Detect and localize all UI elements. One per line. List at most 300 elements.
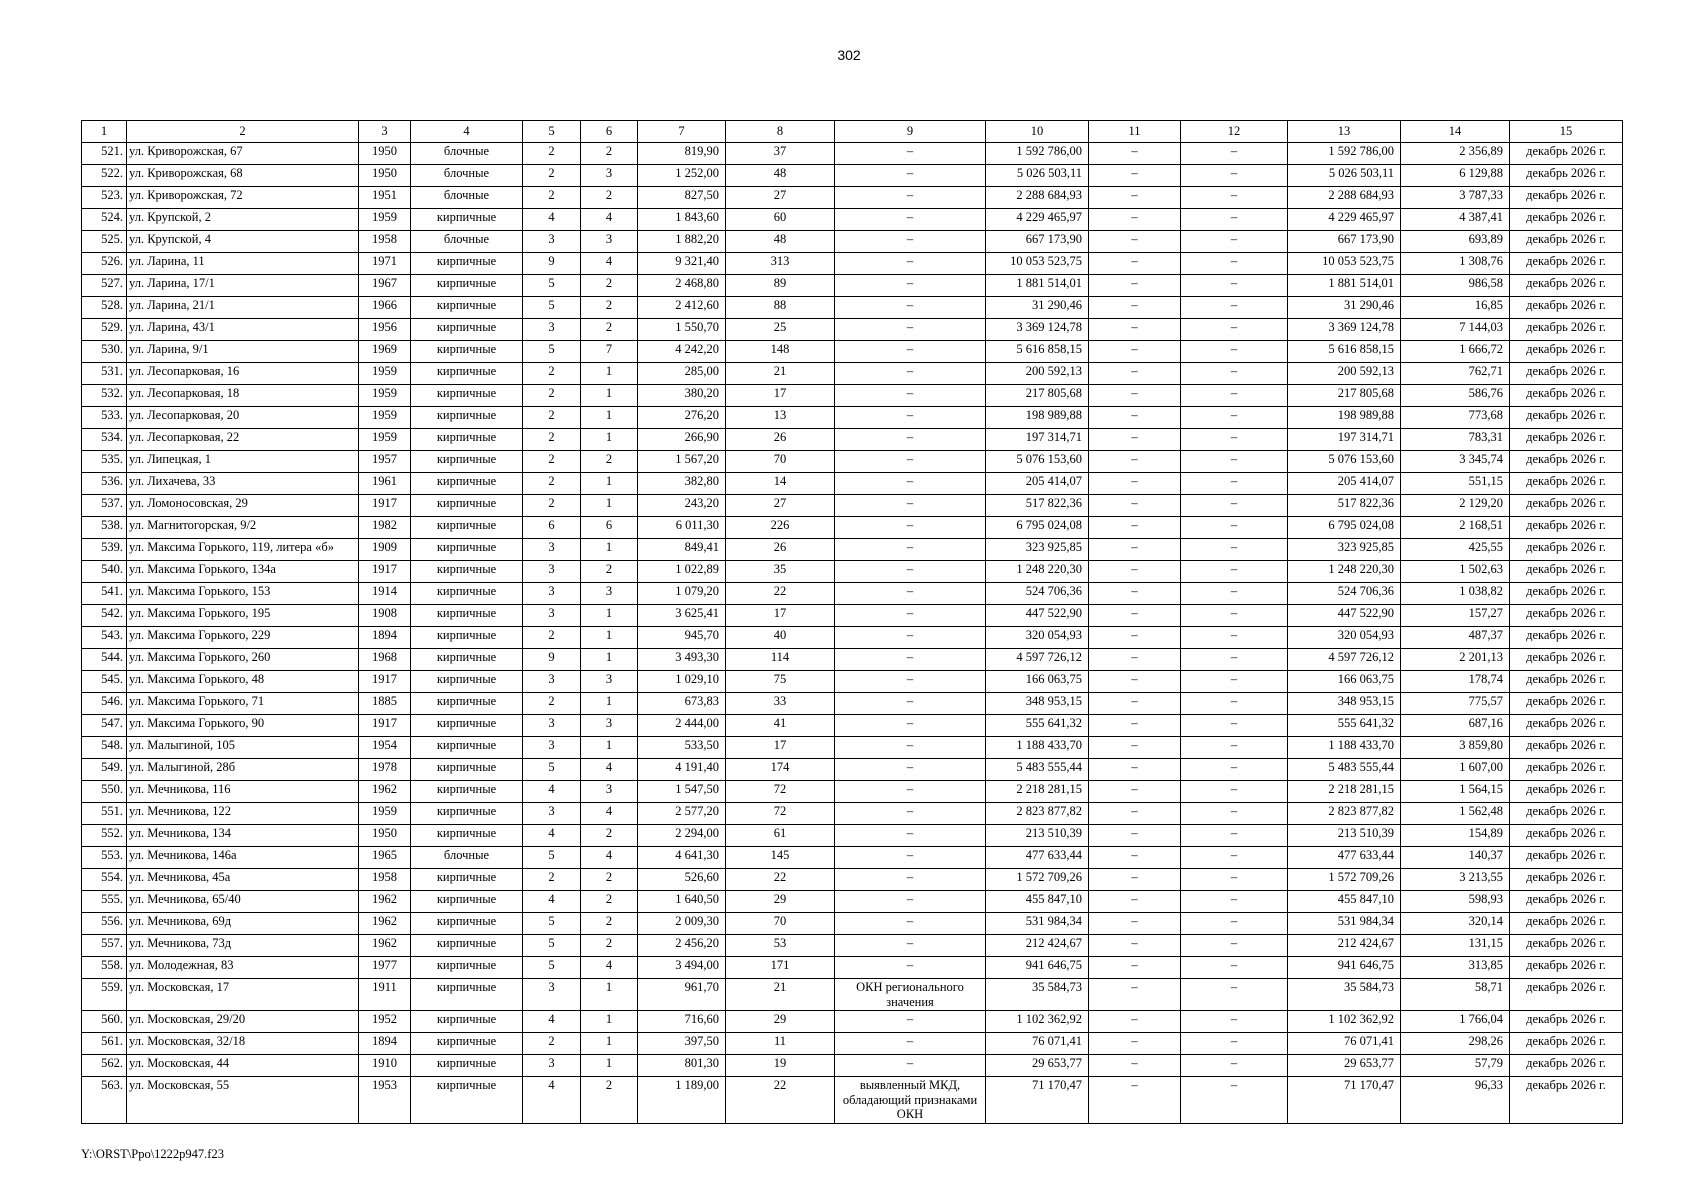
cell-wall-material: кирпичные xyxy=(411,1011,523,1033)
cell-entrances: 1 xyxy=(581,979,638,1011)
cell-build-year: 1894 xyxy=(359,1033,411,1055)
cell-build-year: 1911 xyxy=(359,979,411,1011)
cell-unit-cost: 598,93 xyxy=(1401,891,1510,913)
cell-address: ул. Лесопарковая, 16 xyxy=(127,363,359,385)
cell-heritage-status: – xyxy=(835,781,986,803)
cell-floors: 3 xyxy=(523,319,581,341)
cell-area: 4 641,30 xyxy=(638,847,726,869)
cell-col-12: – xyxy=(1181,957,1288,979)
cell-deadline: декабрь 2026 г. xyxy=(1510,539,1623,561)
column-header: 13 xyxy=(1288,121,1401,143)
cell-col-12: – xyxy=(1181,759,1288,781)
cell-total-cost: 1 572 709,26 xyxy=(1288,869,1401,891)
cell-entrances: 4 xyxy=(581,957,638,979)
cell-total-cost: 35 584,73 xyxy=(1288,979,1401,1011)
cell-cost: 6 795 024,08 xyxy=(986,517,1089,539)
cell-entrances: 1 xyxy=(581,495,638,517)
cell-cost: 200 592,13 xyxy=(986,363,1089,385)
cell-total-cost: 10 053 523,75 xyxy=(1288,253,1401,275)
cell-cost: 205 414,07 xyxy=(986,473,1089,495)
cell-entrances: 1 xyxy=(581,649,638,671)
cell-col-12: – xyxy=(1181,473,1288,495)
cell-residents: 22 xyxy=(726,1077,835,1124)
cell-deadline: декабрь 2026 г. xyxy=(1510,957,1623,979)
cell-deadline: декабрь 2026 г. xyxy=(1510,913,1623,935)
cell-col-11: – xyxy=(1089,671,1181,693)
cell-heritage-status: – xyxy=(835,847,986,869)
column-header: 12 xyxy=(1181,121,1288,143)
cell-floors: 4 xyxy=(523,209,581,231)
cell-floors: 5 xyxy=(523,759,581,781)
cell-heritage-status: – xyxy=(835,583,986,605)
cell-col-11: – xyxy=(1089,891,1181,913)
cell-col-11: – xyxy=(1089,473,1181,495)
cell-col-11: – xyxy=(1089,737,1181,759)
cell-entrances: 2 xyxy=(581,451,638,473)
cell-area: 6 011,30 xyxy=(638,517,726,539)
cell-build-year: 1909 xyxy=(359,539,411,561)
cell-address: ул. Криворожская, 72 xyxy=(127,187,359,209)
cell-heritage-status: – xyxy=(835,759,986,781)
cell-unit-cost: 1 607,00 xyxy=(1401,759,1510,781)
cell-unit-cost: 2 168,51 xyxy=(1401,517,1510,539)
cell-wall-material: кирпичные xyxy=(411,429,523,451)
cell-floors: 2 xyxy=(523,429,581,451)
cell-cost: 71 170,47 xyxy=(986,1077,1089,1124)
cell-area: 4 242,20 xyxy=(638,341,726,363)
cell-total-cost: 71 170,47 xyxy=(1288,1077,1401,1124)
column-header: 1 xyxy=(82,121,127,143)
cell-col-11: – xyxy=(1089,649,1181,671)
cell-address: ул. Ларина, 17/1 xyxy=(127,275,359,297)
cell-wall-material: кирпичные xyxy=(411,319,523,341)
cell-cost: 2 823 877,82 xyxy=(986,803,1089,825)
cell-address: ул. Ларина, 9/1 xyxy=(127,341,359,363)
cell-heritage-status: – xyxy=(835,495,986,517)
cell-cost: 4 597 726,12 xyxy=(986,649,1089,671)
cell-wall-material: кирпичные xyxy=(411,341,523,363)
cell-build-year: 1962 xyxy=(359,935,411,957)
column-header: 4 xyxy=(411,121,523,143)
cell-wall-material: кирпичные xyxy=(411,649,523,671)
table-row xyxy=(82,1055,1623,1077)
cell-floors: 2 xyxy=(523,363,581,385)
cell-area: 382,80 xyxy=(638,473,726,495)
cell-unit-cost: 157,27 xyxy=(1401,605,1510,627)
table-row xyxy=(82,209,1623,231)
cell-row-number: 547. xyxy=(82,715,127,737)
cell-col-11: – xyxy=(1089,583,1181,605)
cell-entrances: 6 xyxy=(581,517,638,539)
cell-address: ул. Малыгиной, 28б xyxy=(127,759,359,781)
cell-unit-cost: 298,26 xyxy=(1401,1033,1510,1055)
cell-address: ул. Магнитогорская, 9/2 xyxy=(127,517,359,539)
cell-total-cost: 198 989,88 xyxy=(1288,407,1401,429)
cell-address: ул. Мечникова, 65/40 xyxy=(127,891,359,913)
cell-address: ул. Московская, 44 xyxy=(127,1055,359,1077)
cell-deadline: декабрь 2026 г. xyxy=(1510,517,1623,539)
cell-deadline: декабрь 2026 г. xyxy=(1510,231,1623,253)
cell-unit-cost: 3 213,55 xyxy=(1401,869,1510,891)
cell-col-11: – xyxy=(1089,759,1181,781)
cell-deadline: декабрь 2026 г. xyxy=(1510,759,1623,781)
cell-address: ул. Молодежная, 83 xyxy=(127,957,359,979)
cell-row-number: 526. xyxy=(82,253,127,275)
cell-cost: 5 026 503,11 xyxy=(986,165,1089,187)
cell-col-12: – xyxy=(1181,517,1288,539)
column-header: 6 xyxy=(581,121,638,143)
cell-area: 1 189,00 xyxy=(638,1077,726,1124)
cell-cost: 4 229 465,97 xyxy=(986,209,1089,231)
cell-unit-cost: 586,76 xyxy=(1401,385,1510,407)
cell-unit-cost: 2 356,89 xyxy=(1401,143,1510,165)
footer-file-path: Y:\ORST\Ppo\1222p947.f23 xyxy=(81,1147,224,1161)
cell-unit-cost: 7 144,03 xyxy=(1401,319,1510,341)
cell-col-12: – xyxy=(1181,649,1288,671)
cell-wall-material: кирпичные xyxy=(411,407,523,429)
cell-floors: 4 xyxy=(523,891,581,913)
cell-residents: 37 xyxy=(726,143,835,165)
cell-floors: 2 xyxy=(523,495,581,517)
cell-heritage-status: – xyxy=(835,627,986,649)
cell-row-number: 553. xyxy=(82,847,127,869)
cell-build-year: 1959 xyxy=(359,803,411,825)
cell-area: 266,90 xyxy=(638,429,726,451)
cell-residents: 33 xyxy=(726,693,835,715)
cell-wall-material: блочные xyxy=(411,231,523,253)
cell-entrances: 2 xyxy=(581,913,638,935)
cell-row-number: 557. xyxy=(82,935,127,957)
cell-heritage-status: – xyxy=(835,297,986,319)
cell-heritage-status: – xyxy=(835,341,986,363)
cell-address: ул. Липецкая, 1 xyxy=(127,451,359,473)
cell-deadline: декабрь 2026 г. xyxy=(1510,253,1623,275)
cell-unit-cost: 551,15 xyxy=(1401,473,1510,495)
cell-cost: 213 510,39 xyxy=(986,825,1089,847)
cell-build-year: 1958 xyxy=(359,231,411,253)
cell-total-cost: 455 847,10 xyxy=(1288,891,1401,913)
cell-cost: 941 646,75 xyxy=(986,957,1089,979)
cell-deadline: декабрь 2026 г. xyxy=(1510,385,1623,407)
cell-col-12: – xyxy=(1181,913,1288,935)
cell-residents: 35 xyxy=(726,561,835,583)
table-row xyxy=(82,803,1623,825)
cell-total-cost: 555 641,32 xyxy=(1288,715,1401,737)
cell-col-11: – xyxy=(1089,165,1181,187)
cell-residents: 17 xyxy=(726,605,835,627)
cell-entrances: 1 xyxy=(581,539,638,561)
cell-area: 1 882,20 xyxy=(638,231,726,253)
cell-address: ул. Максима Горького, 71 xyxy=(127,693,359,715)
cell-unit-cost: 1 502,63 xyxy=(1401,561,1510,583)
cell-col-12: – xyxy=(1181,671,1288,693)
cell-deadline: декабрь 2026 г. xyxy=(1510,891,1623,913)
cell-residents: 40 xyxy=(726,627,835,649)
cell-deadline: декабрь 2026 г. xyxy=(1510,1011,1623,1033)
cell-residents: 26 xyxy=(726,539,835,561)
cell-build-year: 1962 xyxy=(359,781,411,803)
cell-build-year: 1910 xyxy=(359,1055,411,1077)
cell-heritage-status: – xyxy=(835,957,986,979)
register-table-wrapper xyxy=(81,120,1622,1124)
cell-build-year: 1961 xyxy=(359,473,411,495)
cell-address: ул. Лихачева, 33 xyxy=(127,473,359,495)
cell-col-12: – xyxy=(1181,187,1288,209)
cell-wall-material: кирпичные xyxy=(411,891,523,913)
cell-unit-cost: 693,89 xyxy=(1401,231,1510,253)
cell-deadline: декабрь 2026 г. xyxy=(1510,847,1623,869)
table-header xyxy=(82,121,1623,143)
cell-floors: 2 xyxy=(523,165,581,187)
cell-cost: 5 483 555,44 xyxy=(986,759,1089,781)
cell-row-number: 534. xyxy=(82,429,127,451)
table-row xyxy=(82,737,1623,759)
cell-col-12: – xyxy=(1181,275,1288,297)
cell-row-number: 556. xyxy=(82,913,127,935)
cell-heritage-status: – xyxy=(835,891,986,913)
cell-total-cost: 5 026 503,11 xyxy=(1288,165,1401,187)
cell-col-12: – xyxy=(1181,803,1288,825)
cell-entrances: 7 xyxy=(581,341,638,363)
cell-wall-material: кирпичные xyxy=(411,759,523,781)
cell-deadline: декабрь 2026 г. xyxy=(1510,143,1623,165)
cell-col-11: – xyxy=(1089,803,1181,825)
cell-build-year: 1958 xyxy=(359,869,411,891)
cell-total-cost: 6 795 024,08 xyxy=(1288,517,1401,539)
cell-area: 827,50 xyxy=(638,187,726,209)
cell-heritage-status: – xyxy=(835,539,986,561)
cell-area: 3 493,30 xyxy=(638,649,726,671)
cell-build-year: 1962 xyxy=(359,891,411,913)
cell-address: ул. Максима Горького, 229 xyxy=(127,627,359,649)
cell-cost: 455 847,10 xyxy=(986,891,1089,913)
cell-area: 2 294,00 xyxy=(638,825,726,847)
cell-wall-material: кирпичные xyxy=(411,451,523,473)
cell-floors: 9 xyxy=(523,253,581,275)
cell-residents: 21 xyxy=(726,363,835,385)
cell-row-number: 538. xyxy=(82,517,127,539)
cell-floors: 4 xyxy=(523,825,581,847)
cell-col-12: – xyxy=(1181,253,1288,275)
cell-address: ул. Максима Горького, 134а xyxy=(127,561,359,583)
table-row xyxy=(82,715,1623,737)
cell-col-12: – xyxy=(1181,935,1288,957)
cell-build-year: 1959 xyxy=(359,407,411,429)
cell-entrances: 1 xyxy=(581,1011,638,1033)
cell-wall-material: кирпичные xyxy=(411,385,523,407)
cell-col-11: – xyxy=(1089,495,1181,517)
cell-col-12: – xyxy=(1181,605,1288,627)
table-row xyxy=(82,847,1623,869)
column-header: 3 xyxy=(359,121,411,143)
table-row xyxy=(82,561,1623,583)
cell-build-year: 1953 xyxy=(359,1077,411,1124)
cell-heritage-status: – xyxy=(835,253,986,275)
cell-residents: 14 xyxy=(726,473,835,495)
cell-wall-material: кирпичные xyxy=(411,561,523,583)
cell-area: 1 567,20 xyxy=(638,451,726,473)
cell-col-11: – xyxy=(1089,627,1181,649)
cell-deadline: декабрь 2026 г. xyxy=(1510,297,1623,319)
cell-deadline: декабрь 2026 г. xyxy=(1510,363,1623,385)
cell-wall-material: кирпичные xyxy=(411,297,523,319)
cell-entrances: 2 xyxy=(581,561,638,583)
cell-wall-material: блочные xyxy=(411,143,523,165)
cell-floors: 2 xyxy=(523,473,581,495)
cell-heritage-status: – xyxy=(835,451,986,473)
cell-col-12: – xyxy=(1181,869,1288,891)
cell-deadline: декабрь 2026 г. xyxy=(1510,473,1623,495)
cell-col-11: – xyxy=(1089,913,1181,935)
table-row xyxy=(82,407,1623,429)
cell-wall-material: кирпичные xyxy=(411,517,523,539)
column-header: 11 xyxy=(1089,121,1181,143)
cell-total-cost: 212 424,67 xyxy=(1288,935,1401,957)
cell-floors: 4 xyxy=(523,1077,581,1124)
cell-build-year: 1914 xyxy=(359,583,411,605)
cell-floors: 4 xyxy=(523,1011,581,1033)
cell-col-11: – xyxy=(1089,407,1181,429)
cell-unit-cost: 1 666,72 xyxy=(1401,341,1510,363)
cell-row-number: 522. xyxy=(82,165,127,187)
cell-total-cost: 200 592,13 xyxy=(1288,363,1401,385)
cell-unit-cost: 1 308,76 xyxy=(1401,253,1510,275)
cell-build-year: 1968 xyxy=(359,649,411,671)
cell-total-cost: 2 218 281,15 xyxy=(1288,781,1401,803)
cell-residents: 22 xyxy=(726,583,835,605)
cell-col-12: – xyxy=(1181,429,1288,451)
cell-total-cost: 4 229 465,97 xyxy=(1288,209,1401,231)
cell-col-12: – xyxy=(1181,825,1288,847)
cell-row-number: 551. xyxy=(82,803,127,825)
table-row xyxy=(82,869,1623,891)
cell-deadline: декабрь 2026 г. xyxy=(1510,275,1623,297)
cell-cost: 76 071,41 xyxy=(986,1033,1089,1055)
cell-row-number: 543. xyxy=(82,627,127,649)
table-row xyxy=(82,517,1623,539)
cell-build-year: 1965 xyxy=(359,847,411,869)
cell-col-12: – xyxy=(1181,1011,1288,1033)
cell-residents: 27 xyxy=(726,495,835,517)
cell-residents: 26 xyxy=(726,429,835,451)
cell-total-cost: 1 592 786,00 xyxy=(1288,143,1401,165)
cell-heritage-status: – xyxy=(835,143,986,165)
cell-heritage-status: – xyxy=(835,649,986,671)
cell-heritage-status: – xyxy=(835,737,986,759)
cell-build-year: 1950 xyxy=(359,165,411,187)
cell-floors: 3 xyxy=(523,803,581,825)
cell-wall-material: кирпичные xyxy=(411,715,523,737)
cell-floors: 3 xyxy=(523,671,581,693)
cell-deadline: декабрь 2026 г. xyxy=(1510,451,1623,473)
cell-total-cost: 320 054,93 xyxy=(1288,627,1401,649)
cell-col-12: – xyxy=(1181,627,1288,649)
cell-deadline: декабрь 2026 г. xyxy=(1510,1077,1623,1124)
cell-row-number: 521. xyxy=(82,143,127,165)
table-body xyxy=(82,143,1623,1124)
cell-area: 801,30 xyxy=(638,1055,726,1077)
cell-build-year: 1959 xyxy=(359,363,411,385)
cell-deadline: декабрь 2026 г. xyxy=(1510,737,1623,759)
cell-col-11: – xyxy=(1089,363,1181,385)
cell-wall-material: кирпичные xyxy=(411,1033,523,1055)
cell-area: 3 625,41 xyxy=(638,605,726,627)
cell-cost: 212 424,67 xyxy=(986,935,1089,957)
column-header: 2 xyxy=(127,121,359,143)
cell-unit-cost: 154,89 xyxy=(1401,825,1510,847)
cell-deadline: декабрь 2026 г. xyxy=(1510,407,1623,429)
cell-floors: 2 xyxy=(523,693,581,715)
cell-entrances: 4 xyxy=(581,253,638,275)
cell-row-number: 555. xyxy=(82,891,127,913)
cell-total-cost: 477 633,44 xyxy=(1288,847,1401,869)
cell-total-cost: 348 953,15 xyxy=(1288,693,1401,715)
cell-deadline: декабрь 2026 г. xyxy=(1510,583,1623,605)
cell-build-year: 1959 xyxy=(359,385,411,407)
cell-cost: 2 288 684,93 xyxy=(986,187,1089,209)
cell-build-year: 1917 xyxy=(359,715,411,737)
cell-deadline: декабрь 2026 г. xyxy=(1510,869,1623,891)
cell-deadline: декабрь 2026 г. xyxy=(1510,605,1623,627)
cell-col-12: – xyxy=(1181,319,1288,341)
cell-address: ул. Мечникова, 73д xyxy=(127,935,359,957)
cell-col-11: – xyxy=(1089,143,1181,165)
cell-unit-cost: 3 345,74 xyxy=(1401,451,1510,473)
cell-unit-cost: 3 859,80 xyxy=(1401,737,1510,759)
cell-residents: 53 xyxy=(726,935,835,957)
cell-build-year: 1894 xyxy=(359,627,411,649)
cell-col-11: – xyxy=(1089,253,1181,275)
cell-row-number: 535. xyxy=(82,451,127,473)
cell-row-number: 536. xyxy=(82,473,127,495)
cell-build-year: 1966 xyxy=(359,297,411,319)
cell-row-number: 537. xyxy=(82,495,127,517)
cell-row-number: 554. xyxy=(82,869,127,891)
cell-col-11: – xyxy=(1089,209,1181,231)
cell-floors: 5 xyxy=(523,275,581,297)
cell-cost: 5 076 153,60 xyxy=(986,451,1089,473)
cell-col-12: – xyxy=(1181,693,1288,715)
cell-area: 2 412,60 xyxy=(638,297,726,319)
cell-col-12: – xyxy=(1181,231,1288,253)
cell-residents: 41 xyxy=(726,715,835,737)
cell-area: 397,50 xyxy=(638,1033,726,1055)
cell-wall-material: кирпичные xyxy=(411,627,523,649)
cell-build-year: 1956 xyxy=(359,319,411,341)
cell-floors: 9 xyxy=(523,649,581,671)
cell-heritage-status: – xyxy=(835,407,986,429)
cell-address: ул. Мечникова, 69д xyxy=(127,913,359,935)
cell-row-number: 545. xyxy=(82,671,127,693)
cell-build-year: 1908 xyxy=(359,605,411,627)
cell-address: ул. Мечникова, 45а xyxy=(127,869,359,891)
cell-wall-material: блочные xyxy=(411,187,523,209)
cell-residents: 21 xyxy=(726,979,835,1011)
cell-total-cost: 5 616 858,15 xyxy=(1288,341,1401,363)
cell-floors: 3 xyxy=(523,583,581,605)
cell-address: ул. Максима Горького, 90 xyxy=(127,715,359,737)
cell-unit-cost: 1 038,82 xyxy=(1401,583,1510,605)
cell-heritage-status: – xyxy=(835,231,986,253)
cell-build-year: 1917 xyxy=(359,495,411,517)
cell-unit-cost: 783,31 xyxy=(1401,429,1510,451)
cell-total-cost: 205 414,07 xyxy=(1288,473,1401,495)
cell-residents: 17 xyxy=(726,385,835,407)
cell-residents: 171 xyxy=(726,957,835,979)
cell-total-cost: 5 076 153,60 xyxy=(1288,451,1401,473)
cell-col-11: – xyxy=(1089,693,1181,715)
cell-unit-cost: 178,74 xyxy=(1401,671,1510,693)
